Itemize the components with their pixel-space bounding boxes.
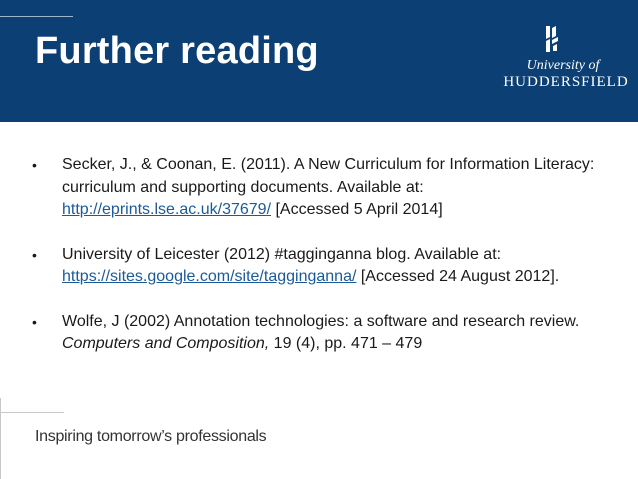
logo-line-1: University of (526, 58, 600, 73)
reference-accessed: [Accessed 5 April 2014] (271, 201, 443, 218)
header-rule (0, 16, 73, 17)
reference-item (32, 244, 607, 289)
university-logo (488, 24, 638, 104)
reference-text: Wolfe, J (2002) Annotation technologies: a software and research review. (62, 312, 580, 330)
bullet-marker: • (32, 313, 37, 330)
crest-icon (540, 24, 564, 54)
bullet-marker: • (32, 157, 37, 173)
header-banner (0, 0, 638, 122)
footer-tagline: Inspiring tomorrow’s professionals (35, 428, 267, 445)
reference-link[interactable]: https://sites.google.com/site/tagginganna/ (62, 268, 357, 285)
logo-line-2: HUDDERSFIELD (503, 74, 629, 90)
reference-list (32, 154, 607, 378)
reference-text: University of Leicester (2012) #tagginganna blog. Available at: (62, 245, 502, 263)
reference-accessed: [Accessed 24 August 2012]. (356, 268, 560, 285)
footer-horizontal-rule (0, 412, 64, 413)
reference-citation: 19 (4), pp. 471 – 479 (269, 335, 423, 352)
reference-item (32, 154, 607, 222)
journal-title: Computers and Composition, (62, 335, 270, 352)
slide-title: Further reading (35, 30, 319, 72)
footer-vertical-rule (0, 398, 1, 479)
reference-text: Secker, J., & Coonan, E. (2011). A New Curriculum for Information Literacy: curriculum and supporting documents. Available at: (62, 156, 595, 196)
reference-item (32, 311, 607, 356)
reference-link[interactable]: http://eprints.lse.ac.uk/37679/ (62, 201, 272, 218)
bullet-marker: • (32, 246, 37, 263)
